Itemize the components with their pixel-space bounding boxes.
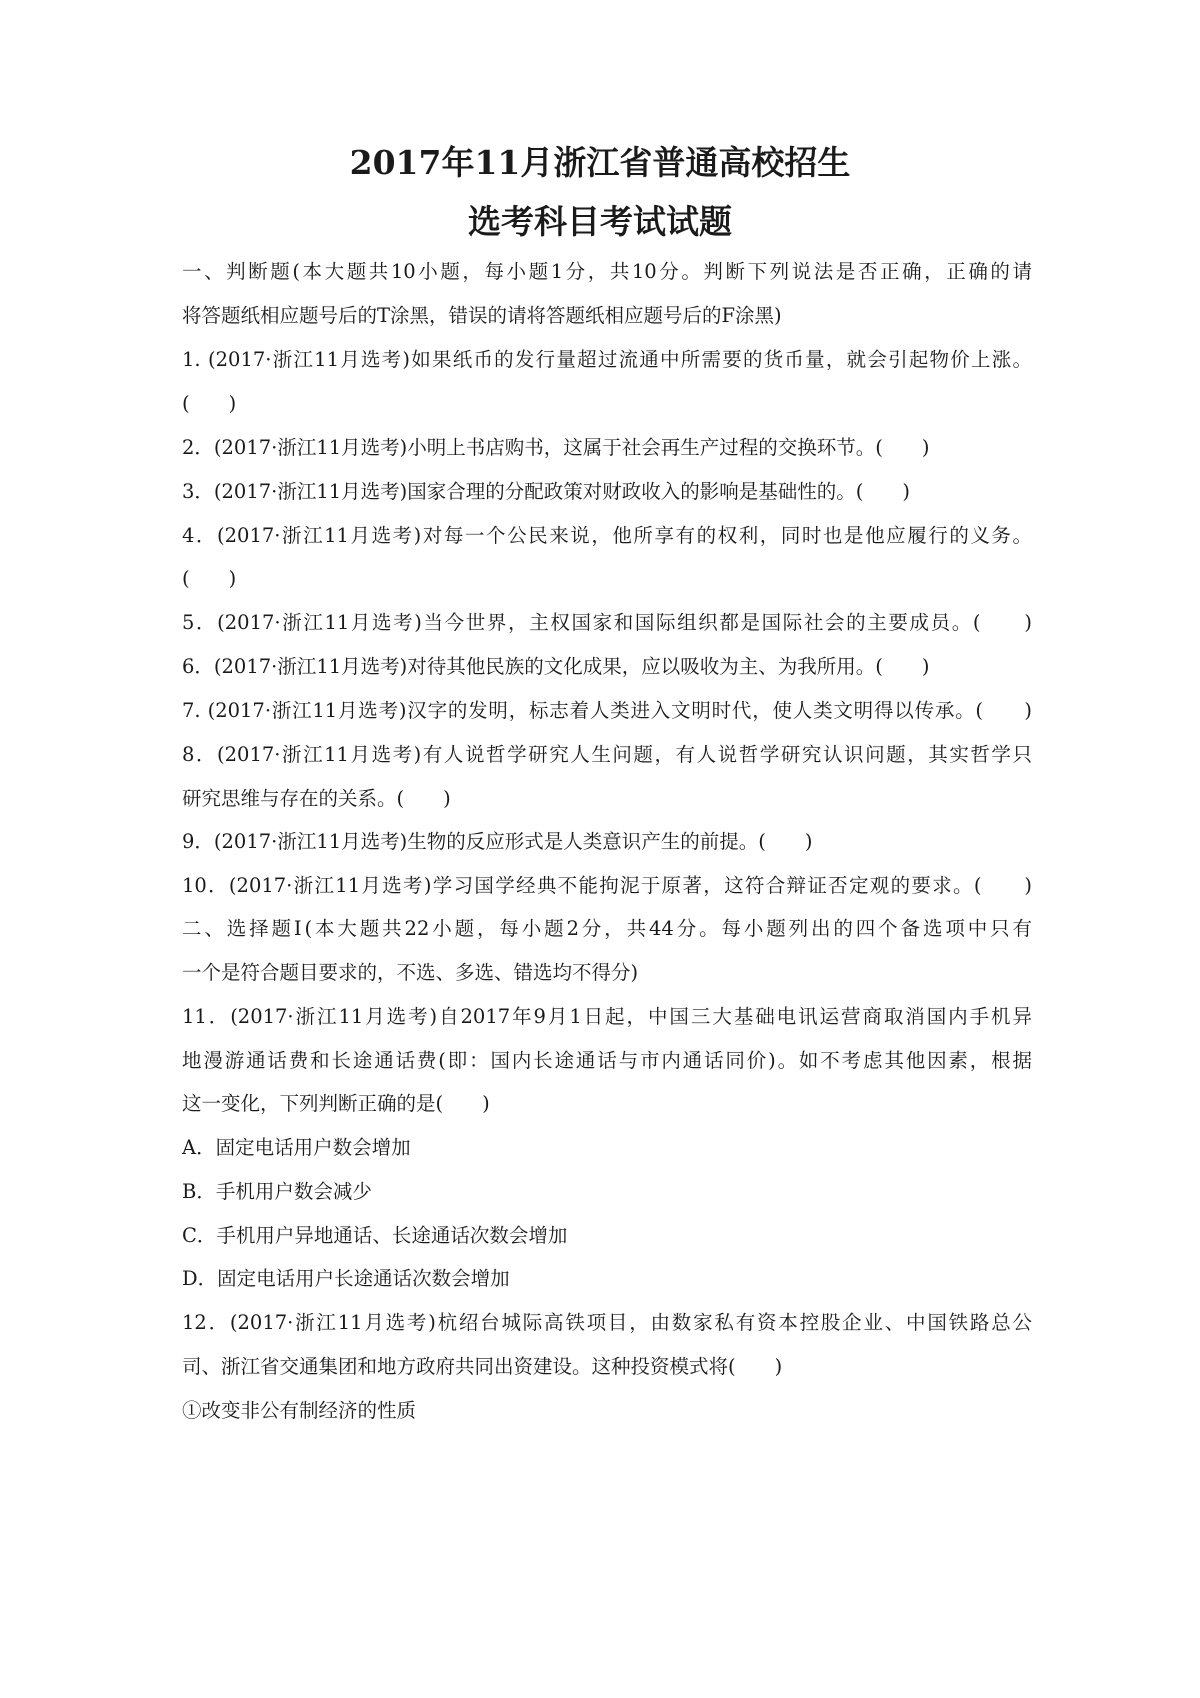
- section-heading-judgment: 一、判断题(本大题共10小题，每小题1分，共10分。判断下列说法是否正确，正确的请: [182, 260, 1032, 283]
- question-12: 12．(2017·浙江11月选考)杭绍台城际高铁项目，由数家私有资本控股企业、中国铁路总公: [182, 1311, 1032, 1334]
- question-1: 1. (2017·浙江11月选考)如果纸币的发行量超过流通中所需要的货币量，就会引起物价上涨。: [182, 348, 1032, 371]
- question-1-answer-blank: ( ): [182, 392, 237, 415]
- document-subtitle: 选考科目考试试题: [468, 202, 732, 241]
- question-8-continued: 研究思维与存在的关系。( ): [182, 787, 451, 810]
- question-3: 3．(2017·浙江11月选考)国家合理的分配政策对财政收入的影响是基础性的。( ): [182, 480, 910, 503]
- question-7: 7. (2017·浙江11月选考)汉字的发明，标志着人类进入文明时代，使人类文明得以传承。( ): [182, 699, 1032, 722]
- question-8: 8．(2017·浙江11月选考)有人说哲学研究人生问题，有人说哲学研究认识问题，其实哲学只: [182, 743, 1032, 766]
- question-2: 2．(2017·浙江11月选考)小明上书店购书，这属于社会再生产过程的交换环节。( ): [182, 436, 930, 459]
- question-11-option-a: A．固定电话用户数会增加: [182, 1136, 411, 1159]
- question-5: 5．(2017·浙江11月选考)当今世界，主权国家和国际组织都是国际社会的主要成员。( ): [182, 611, 1032, 634]
- question-4: 4．(2017·浙江11月选考)对每一个公民来说，他所享有的权利，同时也是他应履行的义务。: [182, 524, 1032, 547]
- document-title: 2017年11月浙江省普通高校招生: [349, 143, 851, 182]
- question-11-continued-1: 地漫游通话费和长途通话费(即：国内长途通话与市内通话同价)。如不考虑其他因素，根据: [182, 1049, 1032, 1072]
- question-9: 9．(2017·浙江11月选考)生物的反应形式是人类意识产生的前提。( ): [182, 830, 813, 853]
- question-11-continued-2: 这一变化，下列判断正确的是( ): [182, 1092, 490, 1115]
- section-instructions-choice: 一个是符合题目要求的，不选、多选、错选均不得分): [182, 961, 639, 984]
- question-12-statement-1: ①改变非公有制经济的性质: [182, 1399, 417, 1422]
- question-12-continued: 司、浙江省交通集团和地方政府共同出资建设。这种投资模式将( ): [182, 1355, 783, 1378]
- question-11-option-d: D．固定电话用户长途通话次数会增加: [182, 1267, 510, 1290]
- question-11: 11．(2017·浙江11月选考)自2017年9月1日起，中国三大基础电讯运营商取消国内手机异: [182, 1005, 1032, 1028]
- question-6: 6．(2017·浙江11月选考)对待其他民族的文化成果，应以吸收为主、为我所用。( ): [182, 655, 930, 678]
- question-4-answer-blank: ( ): [182, 567, 237, 590]
- section-heading-choice: 二、选择题Ⅰ(本大题共22小题，每小题2分，共44分。每小题列出的四个备选项中只有: [182, 917, 1032, 940]
- question-11-option-c: C．手机用户异地通话、长途通话次数会增加: [182, 1224, 568, 1247]
- question-11-option-b: B．手机用户数会减少: [182, 1180, 372, 1203]
- section-instructions-judgment: 将答题纸相应题号后的T涂黑，错误的请将答题纸相应题号后的F涂黑): [182, 304, 782, 327]
- question-10: 10．(2017·浙江11月选考)学习国学经典不能拘泥于原著，这符合辩证否定观的要求。( ): [182, 874, 1032, 897]
